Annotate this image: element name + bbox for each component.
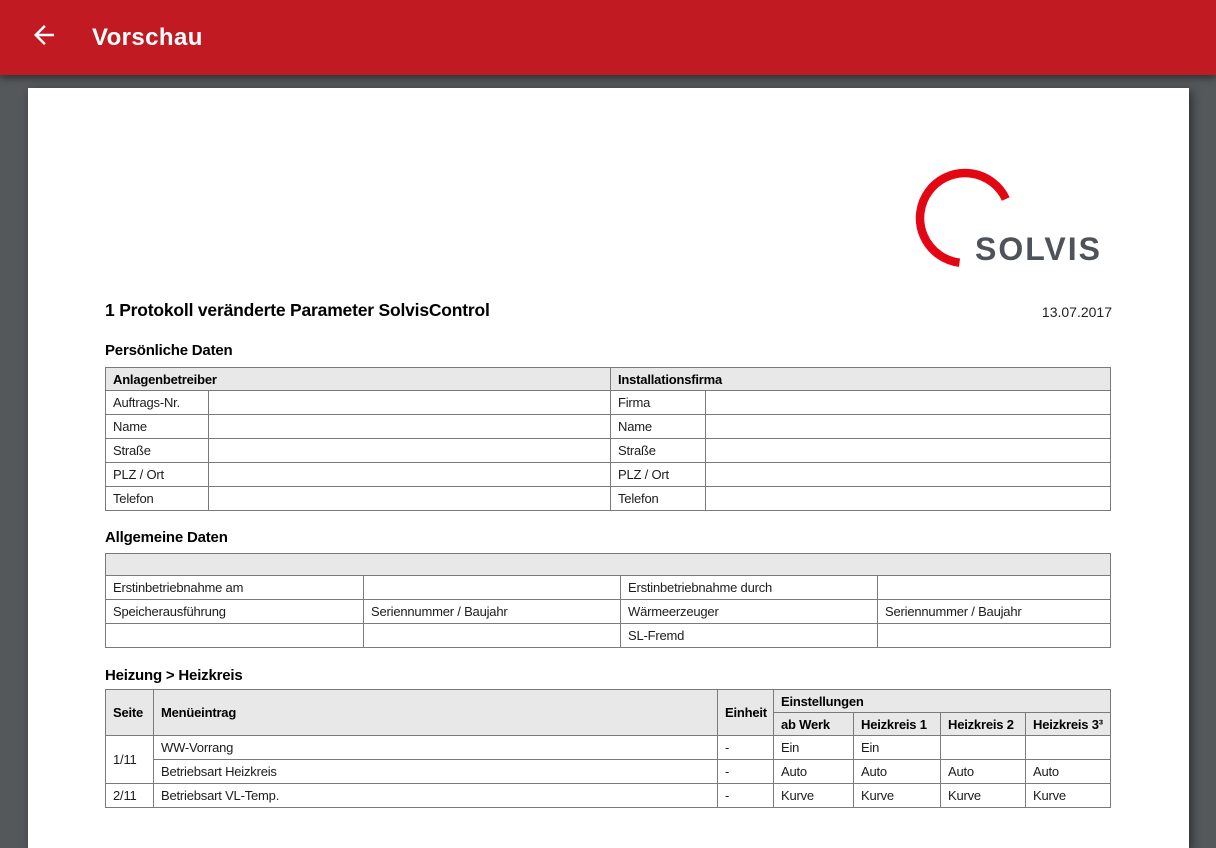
cell-value: Auto (1026, 760, 1111, 784)
row-value (878, 576, 1111, 600)
general-data-table (105, 553, 1111, 648)
table-row (106, 439, 1111, 463)
row-label: Telefon (106, 487, 209, 511)
row-value (706, 463, 1111, 487)
app-bar-title: Vorschau (92, 23, 203, 51)
row-value (364, 576, 621, 600)
document-date: 13.07.2017 (1041, 304, 1112, 320)
cell-value (941, 736, 1026, 760)
cell-seite: 2/11 (106, 784, 154, 808)
cell-einheit: - (718, 760, 774, 784)
table-row (106, 554, 1111, 576)
app-bar (0, 0, 1216, 75)
row-value (209, 439, 611, 463)
cell-value (1026, 736, 1111, 760)
cell-menu: Betriebsart VL-Temp. (154, 784, 718, 808)
cell-value: Ein (774, 736, 854, 760)
sub-header-heizkreis-1: Heizkreis 1 (854, 713, 941, 736)
row-label: Erstinbetriebnahme am (106, 576, 364, 600)
cell-value: Kurve (1026, 784, 1111, 808)
row-label: Firma (611, 391, 706, 415)
row-value (706, 415, 1111, 439)
table-row (106, 368, 1111, 391)
table-row (106, 463, 1111, 487)
row-label: Straße (106, 439, 209, 463)
row-label: Erstinbetriebnahme durch (621, 576, 878, 600)
section-heading-heizkreis: Heizung > Heizkreis (105, 667, 243, 684)
table-row (106, 487, 1111, 511)
row-label: Seriennummer / Baujahr (364, 600, 621, 624)
col-header-menueeintrag: Menüeintrag (154, 690, 718, 736)
header-anlagenbetreiber: Anlagenbetreiber (106, 368, 611, 391)
table-row (106, 736, 1111, 760)
document-title: 1 Protokoll veränderte Parameter SolvisControl (105, 300, 490, 320)
col-header-einstellungen: Einstellungen (774, 690, 1111, 713)
row-label: Speicherausführung (106, 600, 364, 624)
header-installationsfirma: Installationsfirma (611, 368, 1111, 391)
cell-einheit: - (718, 736, 774, 760)
row-value (209, 391, 611, 415)
table-row (106, 690, 1111, 713)
row-label: PLZ / Ort (611, 463, 706, 487)
back-arrow-icon (29, 20, 59, 55)
cell-value: Auto (854, 760, 941, 784)
table-row (106, 784, 1111, 808)
row-value (106, 624, 364, 648)
cell-einheit: - (718, 784, 774, 808)
row-label: Seriennummer / Baujahr (878, 600, 1111, 624)
row-label: Straße (611, 439, 706, 463)
table-row (106, 576, 1111, 600)
personal-data-table (105, 367, 1111, 511)
cell-value: Kurve (774, 784, 854, 808)
sub-header-heizkreis-2: Heizkreis 2 (941, 713, 1026, 736)
cell-value: Ein (854, 736, 941, 760)
solvis-logo (913, 163, 1115, 275)
table-row (106, 624, 1111, 648)
cell-value: Kurve (941, 784, 1026, 808)
cell-value: Auto (774, 760, 854, 784)
sub-header-ab-werk: ab Werk (774, 713, 854, 736)
back-button[interactable] (24, 18, 64, 58)
row-value (209, 487, 611, 511)
solvis-logo-text: SOLVIS (975, 231, 1102, 267)
section-heading-general: Allgemeine Daten (105, 529, 228, 546)
row-value (706, 439, 1111, 463)
document-preview-page[interactable] (28, 88, 1189, 848)
row-label: PLZ / Ort (106, 463, 209, 487)
table-row (106, 415, 1111, 439)
row-value (209, 415, 611, 439)
cell-seite: 1/11 (106, 736, 154, 784)
table-row (106, 600, 1111, 624)
section-heading-personal: Persönliche Daten (105, 342, 233, 359)
table-row (106, 760, 1111, 784)
row-value (706, 391, 1111, 415)
col-header-seite: Seite (106, 690, 154, 736)
col-header-einheit: Einheit (718, 690, 774, 736)
cell-menu: Betriebsart Heizkreis (154, 760, 718, 784)
row-value (706, 487, 1111, 511)
sub-header-heizkreis-3: Heizkreis 3³ (1026, 713, 1111, 736)
row-value (364, 624, 621, 648)
row-value (209, 463, 611, 487)
row-label: Name (611, 415, 706, 439)
cell-menu: WW-Vorrang (154, 736, 718, 760)
cell-value: Auto (941, 760, 1026, 784)
row-label: Auftrags-Nr. (106, 391, 209, 415)
row-label: Name (106, 415, 209, 439)
row-value (878, 624, 1111, 648)
row-label: Wärmeerzeuger (621, 600, 878, 624)
general-header-bar (106, 554, 1111, 576)
row-label: Telefon (611, 487, 706, 511)
table-row (106, 391, 1111, 415)
heizkreis-table (105, 689, 1111, 808)
cell-value: Kurve (854, 784, 941, 808)
row-label: SL-Fremd (621, 624, 878, 648)
